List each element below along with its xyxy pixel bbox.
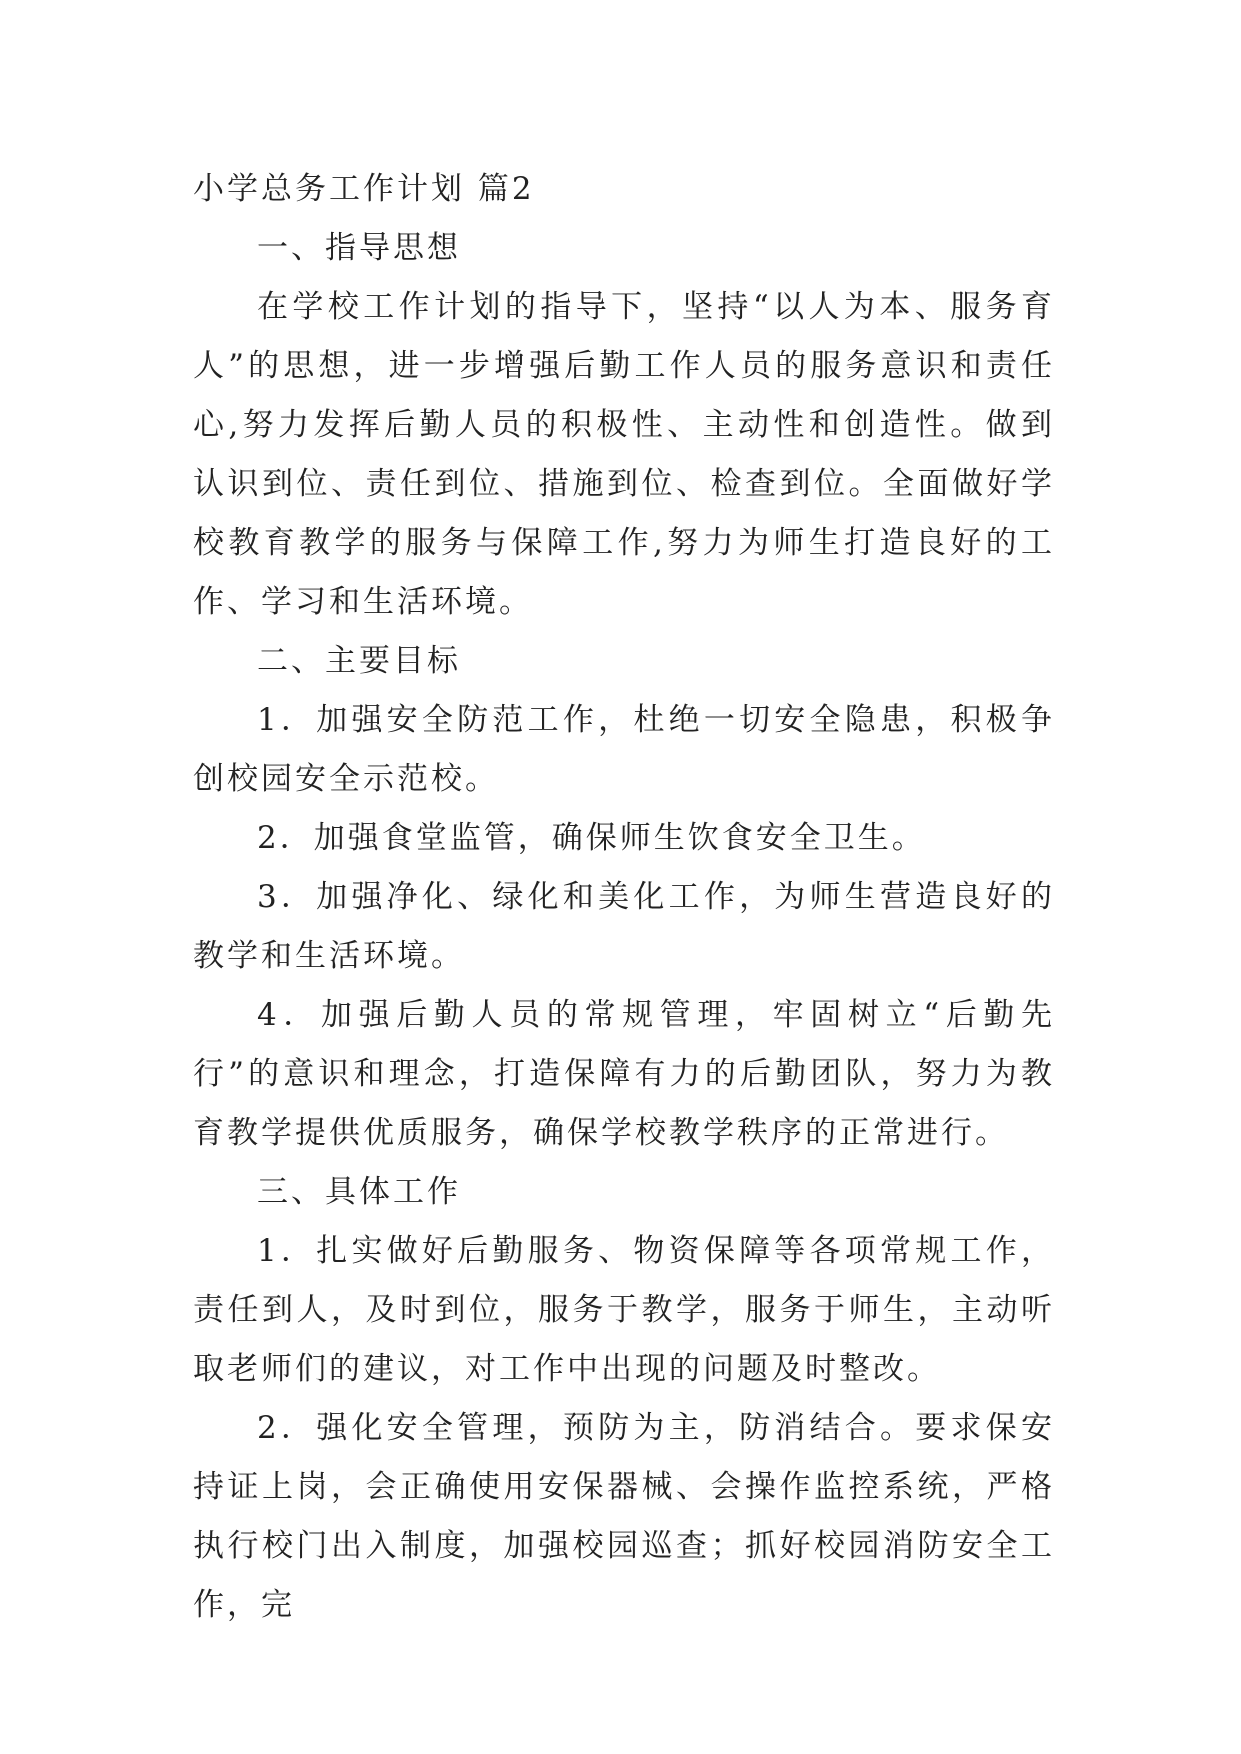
section-heading-main-goals: 二、主要目标 bbox=[257, 643, 461, 679]
goal-item-2: 2．加强食堂监管，确保师生饮食安全卫生。 bbox=[257, 820, 926, 856]
paragraph-guiding-thought: 在学校工作计划的指导下，坚持“以人为本、服务育人”的思想，进一步增强后勤工作人员的服务意识和责任心,努力发挥后勤人员的积极性、主动性和创造性。做到认识到位、责任到位、措施到位、检查到位。全面做好学校教育教学的服务与保障工作,努力为师生打造良好的工作、学习和生活环境。 bbox=[193, 289, 1055, 620]
goal-item-3: 3．加强净化、绿化和美化工作，为师生营造良好的教学和生活环境。 bbox=[193, 879, 1055, 974]
section-heading-guiding-thought: 一、指导思想 bbox=[257, 230, 461, 266]
goal-item-4: 4．加强后勤人员的常规管理，牢固树立“后勤先行”的意识和理念，打造保障有力的后勤团队，努力为教育教学提供优质服务，确保学校教学秩序的正常进行。 bbox=[193, 997, 1055, 1151]
document-body bbox=[193, 160, 1055, 1635]
document-title: 小学总务工作计划 篇2 bbox=[193, 171, 535, 207]
work-item-1: 1．扎实做好后勤服务、物资保障等各项常规工作，责任到人，及时到位，服务于教学，服务于师生，主动听取老师们的建议，对工作中出现的问题及时整改。 bbox=[193, 1233, 1055, 1387]
goal-item-1: 1．加强安全防范工作，杜绝一切安全隐患，积极争创校园安全示范校。 bbox=[193, 702, 1055, 797]
section-heading-specific-work: 三、具体工作 bbox=[257, 1174, 461, 1210]
work-item-2: 2．强化安全管理，预防为主，防消结合。要求保安持证上岗，会正确使用安保器械、会操作监控系统，严格执行校门出入制度，加强校园巡查；抓好校园消防安全工作，完 bbox=[193, 1410, 1055, 1623]
